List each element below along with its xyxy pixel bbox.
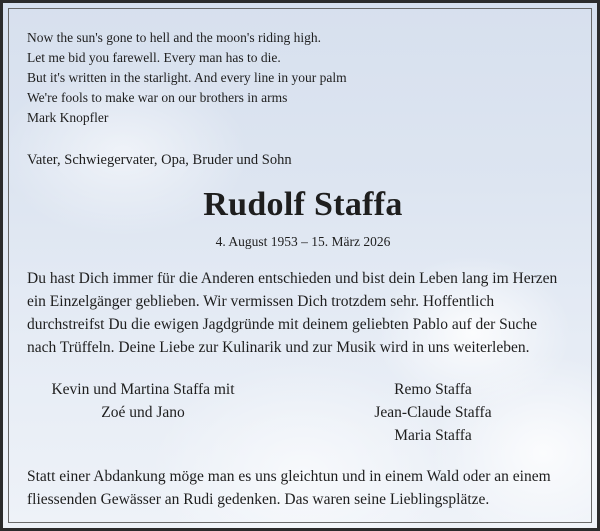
poem-line-3: But it's written in the starlight. And every line in your palm: [27, 70, 347, 85]
poem-line-2: Let me bid you farewell. Every man has to die.: [27, 50, 281, 65]
mourner-right-1: Remo Staffa: [394, 381, 472, 398]
closing-line-2: fliessenden Gewässer an Rudi gedenken. Das waren seine Lieblingsplätze.: [27, 491, 490, 508]
mourner-left-2: Zoé und Jano: [101, 404, 185, 421]
life-dates: 4. August 1953 – 15. März 2026: [215, 234, 391, 249]
message-line-1: Du hast Dich immer für die Anderen entschieden und bist dein Leben lang im Herzen: [27, 270, 558, 287]
message-line-4: nach Trüffeln. Deine Liebe zur Kulinarik und zur Musik wird in uns weiterleben.: [27, 339, 530, 356]
mourner-right-2: Jean-Claude Staffa: [374, 404, 492, 421]
closing-line-1: Statt einer Abdankung möge man es uns gleichtun und in einem Wald oder an einem: [27, 468, 551, 485]
mourner-left-1: Kevin und Martina Staffa mit: [51, 381, 235, 398]
deceased-name: Rudolf Staffa: [203, 186, 403, 223]
poem-author: Mark Knopfler: [27, 110, 109, 125]
message-line-2: ein Einzelgänger geblieben. Wir vermissen Dich trotzdem sehr. Hoffentlich: [27, 293, 495, 310]
mourner-right-3: Maria Staffa: [394, 427, 472, 444]
relation-line: Vater, Schwiegervater, Opa, Bruder und Sohn: [27, 152, 292, 168]
poem-line-4: We're fools to make war on our brothers in arms: [27, 90, 288, 105]
poem-line-1: Now the sun's gone to hell and the moon's riding high.: [27, 30, 321, 45]
message-line-3: durchstreifst Du die ewigen Jagdgründe mit deinem geliebten Pablo auf der Suche: [27, 316, 538, 333]
